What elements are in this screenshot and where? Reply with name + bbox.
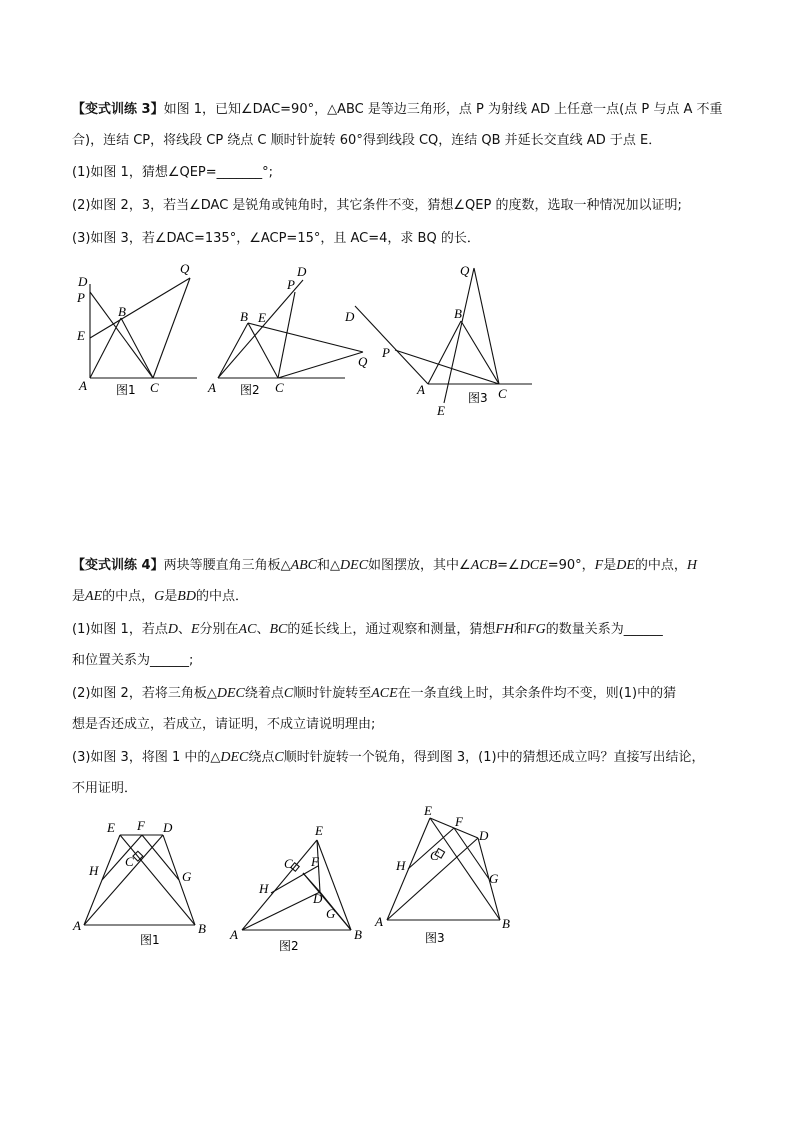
p3-tag: 【变式训练 3】: [72, 102, 164, 117]
p4f3-caption: 图3: [425, 931, 445, 945]
p4-tag: 【变式训练 4】: [72, 558, 164, 573]
p4f1-label-A: A: [73, 918, 81, 933]
p3f1-caption: 图1: [116, 383, 136, 397]
p3f2-label-D: D: [297, 264, 307, 279]
p4f2-label-G: G: [326, 906, 336, 921]
p4f2-label-A: A: [230, 927, 238, 942]
p3f1-label-P: P: [77, 290, 85, 305]
p3f2-label-C: C: [275, 380, 284, 395]
p3f2-caption: 图2: [240, 383, 260, 397]
p3f1-label-E: E: [77, 328, 85, 343]
p4-question-2-cont: 想是否还成立，若成立，请证明，不成立请说明理由;: [72, 717, 376, 732]
p4-line2: 是AE的中点，G是BD的中点．: [72, 589, 248, 604]
p4f3-label-D: D: [479, 828, 489, 843]
p3f1-label-D: D: [78, 274, 88, 289]
p4-question-1: (1)如图 1，若点D、E分别在AC、BC的延长线上，通过观察和测量，猜想FH和FG的数量关系为______: [72, 622, 663, 637]
p4-line1: 【变式训练 4】两块等腰直角三角板△ABC和△DEC如图摆放，其中∠ACB=∠DCE=90°，F是DE的中点，H: [72, 558, 698, 573]
p3f3-label-E: E: [437, 403, 445, 418]
p3f3-label-C: C: [498, 386, 507, 401]
p3f1-label-A: A: [79, 378, 87, 393]
p3-question-1: (1)如图 1，猜想∠QEP=_______°;: [72, 165, 274, 180]
p4-question-3-cont: 不用证明．: [72, 781, 138, 796]
p3f2-label-P: P: [287, 277, 295, 292]
p4f3-label-F: F: [455, 814, 463, 829]
p4f1-label-D: D: [163, 820, 173, 835]
p3f2-label-A: A: [208, 380, 216, 395]
p4f1-label-F: F: [137, 818, 145, 833]
p3f3-label-Q: Q: [460, 263, 470, 278]
p3f3-label-D: D: [345, 309, 355, 324]
p3-line1: 【变式训练 3】如图 1，已知∠DAC=90°，△ABC 是等边三角形，点 P 为射线 AD 上任意一点(点 P 与点 A 不重: [72, 102, 723, 117]
p4f2-label-C: C: [284, 856, 293, 871]
p3f2-label-B: B: [240, 309, 248, 324]
p4f1-label-B: B: [198, 921, 206, 936]
p4f3-label-C: C: [430, 848, 439, 863]
p3-question-3: (3)如图 3，若∠DAC=135°，∠ACP=15°，且 AC=4，求 BQ 的长．: [72, 231, 480, 246]
p3-question-2: (2)如图 2，3，若当∠DAC 是锐角或钝角时，其它条件不变，猜想∠QEP 的度数，选取一种情况加以证明;: [72, 198, 682, 213]
p4f1-label-G: G: [182, 869, 192, 884]
p3f3-caption: 图3: [468, 391, 488, 405]
p3f3-label-A: A: [417, 382, 425, 397]
p4f3-label-E: E: [424, 803, 432, 818]
p4f3-label-B: B: [502, 916, 510, 931]
p3-line2: 合)，连结 CP，将线段 CP 绕点 C 顺时针旋转 60°得到线段 CQ，连结 QB 并延长交直线 AD 于点 E．: [72, 133, 662, 148]
p4-question-2: (2)如图 2，若将三角板△DEC绕着点C顺时针旋转至ACE在一条直线上时，其余条件均不变，则(1)中的猜: [72, 686, 677, 701]
p4-question-3: (3)如图 3，将图 1 中的△DEC绕点C顺时针旋转一个锐角，得到图 3，(1)中的猜想还成立吗？直接写出结论，: [72, 750, 705, 765]
p3f3-label-P: P: [382, 345, 390, 360]
p3f1-label-Q: Q: [180, 261, 190, 276]
p4f1-label-H: H: [89, 863, 99, 878]
p4f1-caption: 图1: [140, 933, 160, 947]
p3f2-label-E: E: [258, 310, 266, 325]
p4f1-label-E: E: [107, 820, 115, 835]
p3f1-label-B: B: [118, 304, 126, 319]
p4f1-label-C: C: [125, 854, 134, 869]
p4f3-label-H: H: [396, 858, 406, 873]
p4f2-label-E: E: [315, 823, 323, 838]
p4f3-label-A: A: [375, 914, 383, 929]
p4-question-1-cont: 和位置关系为______;: [72, 653, 194, 668]
p4f2-label-D: D: [313, 891, 323, 906]
p4f2-label-B: B: [354, 927, 362, 942]
p4f2-caption: 图2: [279, 939, 299, 953]
p4f2-label-H: H: [259, 881, 269, 896]
p3f3-label-B: B: [454, 306, 462, 321]
p4f3-label-G: G: [489, 871, 499, 886]
p3f2-label-Q: Q: [358, 354, 368, 369]
p4f2-label-F: F: [311, 854, 319, 869]
p3f1-label-C: C: [150, 380, 159, 395]
